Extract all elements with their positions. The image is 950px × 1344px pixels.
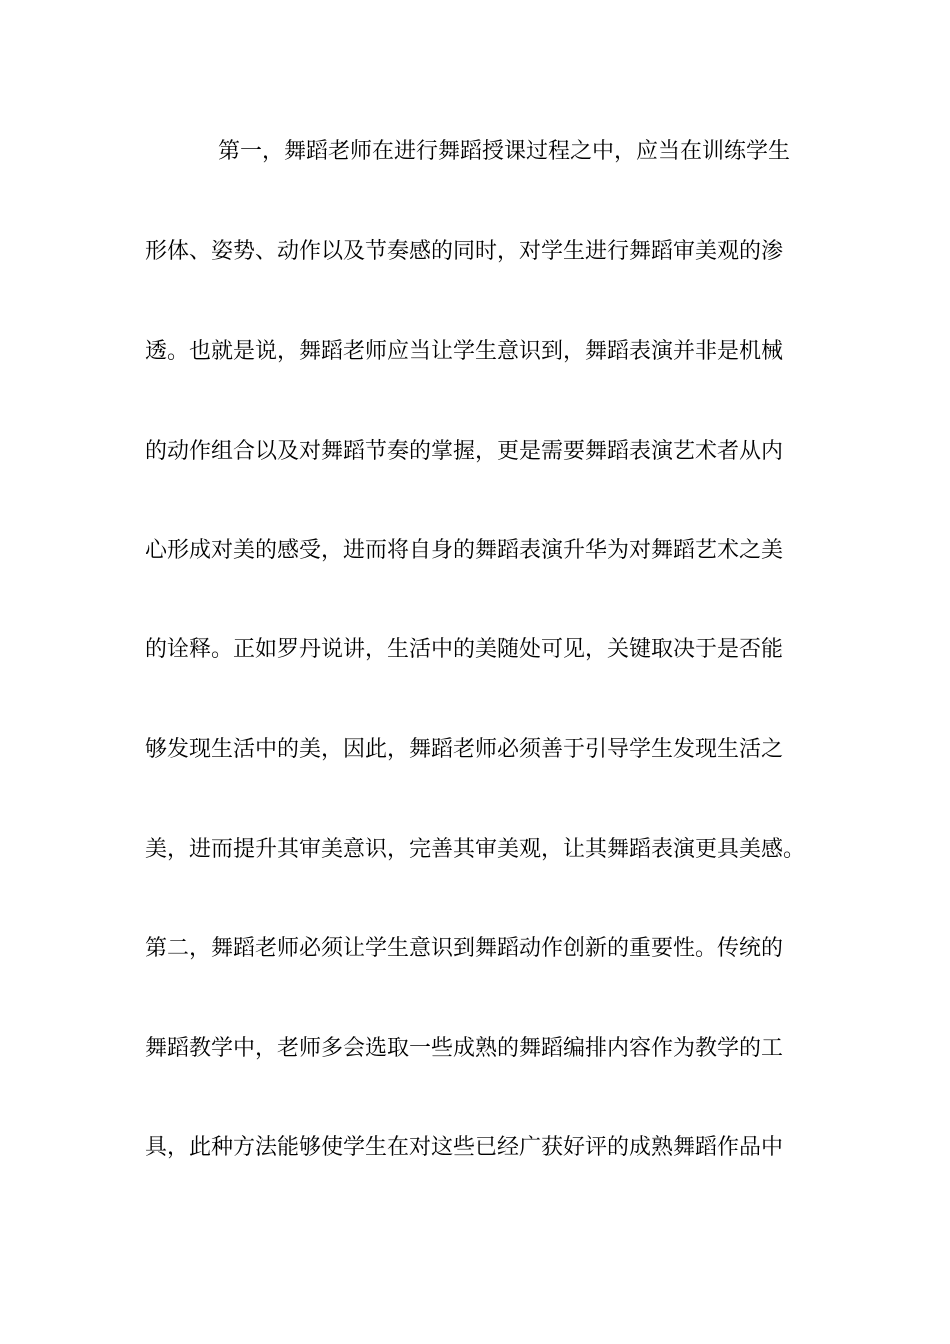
text-line-4: 的动作组合以及对舞蹈节奏的掌握，更是需要舞蹈表演艺术者从内 bbox=[145, 439, 784, 464]
text-line-9: 第二，舞蹈老师必须让学生意识到舞蹈动作创新的重要性。传统的 bbox=[145, 936, 784, 961]
text-line-6: 的诠释。正如罗丹说讲，生活中的美随处可见，关键取决于是否能 bbox=[145, 637, 784, 662]
text-line-7: 够发现生活中的美，因此，舞蹈老师必须善于引导学生发现生活之 bbox=[145, 737, 784, 762]
text-line-5: 心形成对美的感受，进而将自身的舞蹈表演升华为对舞蹈艺术之美 bbox=[145, 538, 784, 563]
text-line-3: 透。也就是说，舞蹈老师应当让学生意识到，舞蹈表演并非是机械 bbox=[145, 339, 784, 364]
text-line-8: 美，进而提升其审美意识，完善其审美观，让其舞蹈表演更具美感。 bbox=[145, 837, 806, 862]
text-line-2: 形体、姿势、动作以及节奏感的同时，对学生进行舞蹈审美观的渗 bbox=[145, 239, 784, 264]
text-line-10: 舞蹈教学中，老师多会选取一些成熟的舞蹈编排内容作为教学的工 bbox=[145, 1036, 784, 1061]
text-line-11: 具，此种方法能够使学生在对这些已经广获好评的成熟舞蹈作品中 bbox=[145, 1135, 784, 1160]
text-line-1: 第一，舞蹈老师在进行舞蹈授课过程之中，应当在训练学生 bbox=[218, 139, 791, 164]
